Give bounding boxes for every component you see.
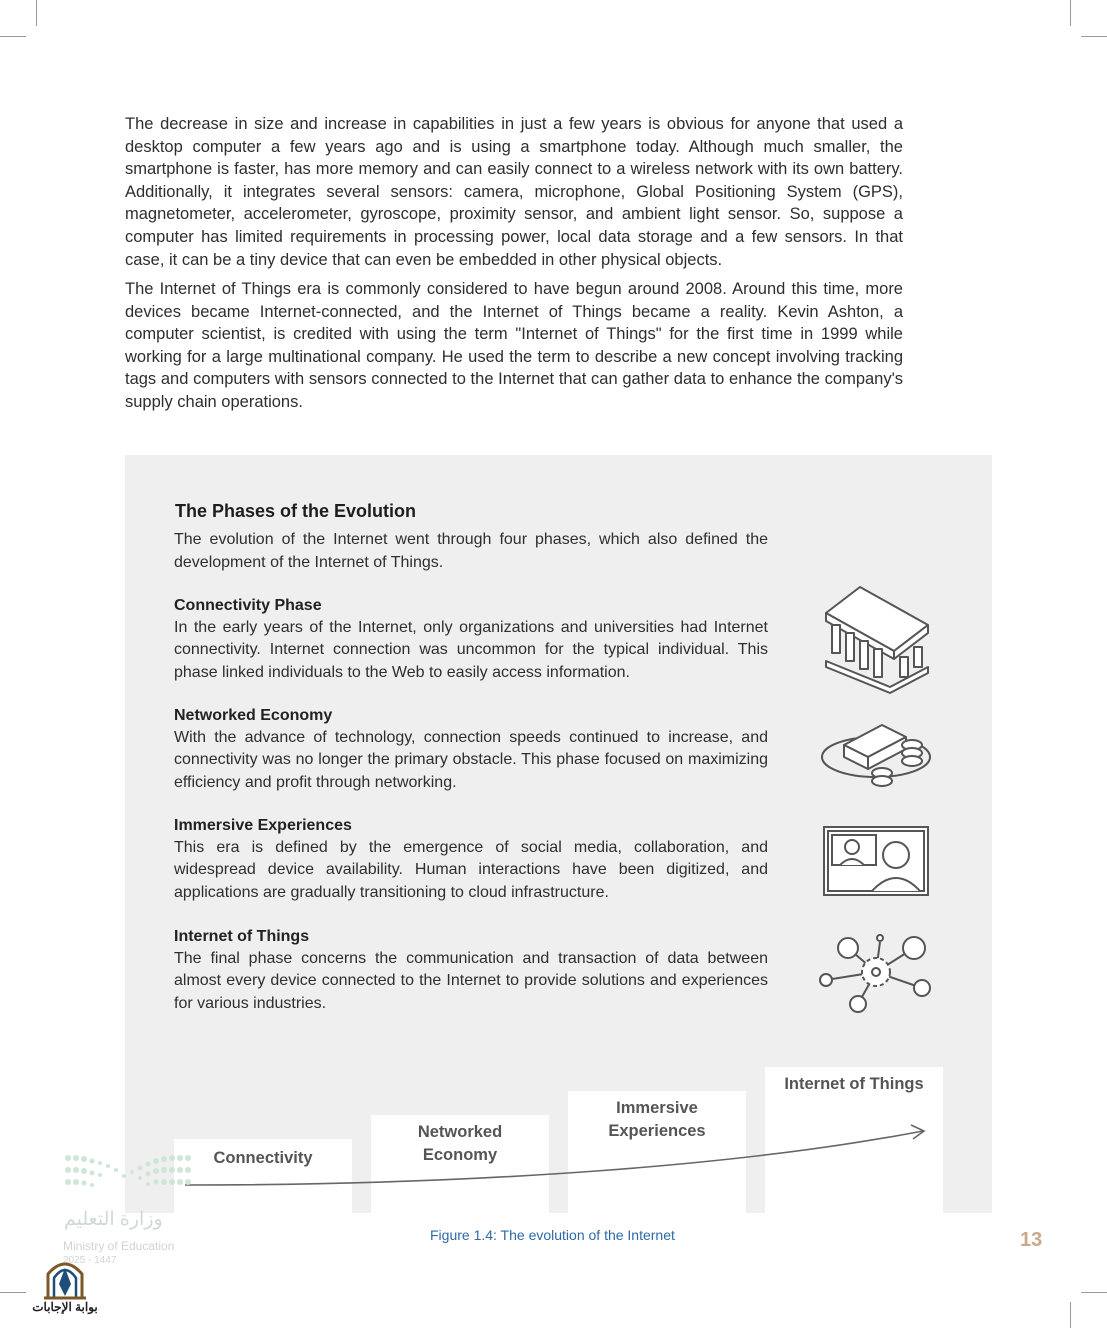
crop-mark (1081, 1292, 1107, 1293)
pen-nib-icon (30, 1256, 100, 1300)
step-label: Networked (417, 1123, 503, 1141)
crop-mark (1070, 1302, 1071, 1328)
step-label: Connectivity (213, 1149, 313, 1167)
panel-title: The Phases of the Evolution (175, 501, 417, 521)
panel-intro: The evolution of the Internet went through four phases, which also defined the development of the Internet of Things. (174, 531, 768, 571)
figure-caption: Figure 1.4: The evolution of the Internet (430, 1227, 675, 1243)
body-paragraph: The Internet of Things era is commonly considered to have begun around 2008. Around this time, more devices became Internet-connected, and the Internet of Things became a reality. Kevin Ashton, a computer scientist, is credited with using the term "Internet of Things" for the first time in 1999 while working for a large multinational company. He used the term to describe a new concept involving tracking tags and computers with sensors connected to the Internet that can gather data to enhance the company's supply chain operations. (125, 280, 903, 411)
crop-mark (36, 0, 37, 26)
phase-text: In the early years of the Internet, only organizations and universities had Internet connectivity. Internet connection was uncommon for the typical individual. This phase linked individuals to the Web to easily access information. (174, 619, 768, 681)
body-paragraph: The decrease in size and increase in capabilities in just a few years is obvious for anyone that used a desktop computer a few years ago and is using a smartphone today. Although much smaller, the smartphone is faster, has more memory and can easily connect to a wireless network with its own battery. Additionally, it integrates several sensors: camera, microphone, Global Positioning System (GPS), magnetometer, accelerometer, gyroscope, proximity sensor, and ambient light sensor. So, suppose a computer has limited requirements in processing power, local data storage and a few sensors. In that case, it can be a tiny device that can even be embedded in other physical objects. (125, 115, 903, 269)
crop-mark (1070, 0, 1071, 26)
phase-heading: Internet of Things (174, 928, 310, 945)
step-label: Immersive (616, 1099, 698, 1117)
phases-panel (125, 455, 992, 1213)
video-call-icon (822, 825, 930, 897)
phase-text: The final phase concerns the communication and transaction of data between almost every device connected to the Internet to provide solutions and experiences for various industries. (174, 950, 768, 1012)
step-label: Experiences (608, 1122, 706, 1140)
dots-logo-icon (60, 1150, 200, 1200)
step-label: Internet of Things (784, 1075, 924, 1093)
answers-portal-logo (30, 1256, 100, 1320)
building-icon (820, 583, 932, 695)
phase-immersive-experiences (174, 815, 768, 904)
phase-connectivity (174, 595, 768, 684)
phase-heading: Connectivity Phase (174, 597, 322, 614)
phase-heading: Immersive Experiences (174, 817, 352, 834)
portal-label: بوابة الإجابات (32, 1300, 98, 1314)
phase-text: With the advance of technology, connection speeds continued to increase, and connectivity was no longer the primary obstacle. This phase focused on maximizing efficiency and profit through networking. (174, 729, 768, 791)
logo-english-text: Ministry of Education (63, 1239, 175, 1253)
network-icon (818, 930, 934, 1016)
crop-mark (1081, 36, 1107, 37)
money-icon (820, 717, 932, 793)
logo-arabic-text: وزارة التعليم (64, 1209, 163, 1230)
evolution-arrow (185, 1115, 930, 1195)
logo-year-text: 2025 - 1447 (63, 1255, 117, 1266)
step-label: Economy (422, 1146, 498, 1164)
ministry-logo (60, 1150, 210, 1270)
page-number: 13 (1020, 1229, 1043, 1251)
phase-heading: Networked Economy (174, 707, 333, 724)
phase-networked-economy (174, 705, 768, 794)
crop-mark (0, 36, 26, 37)
phase-internet-of-things (174, 926, 768, 1015)
crop-mark (0, 1292, 26, 1293)
phase-text: This era is defined by the emergence of social media, collaboration, and widespread device availability. Human interactions have been digitized, and applications are gradually transitioning to cloud infrastructure. (174, 839, 768, 901)
